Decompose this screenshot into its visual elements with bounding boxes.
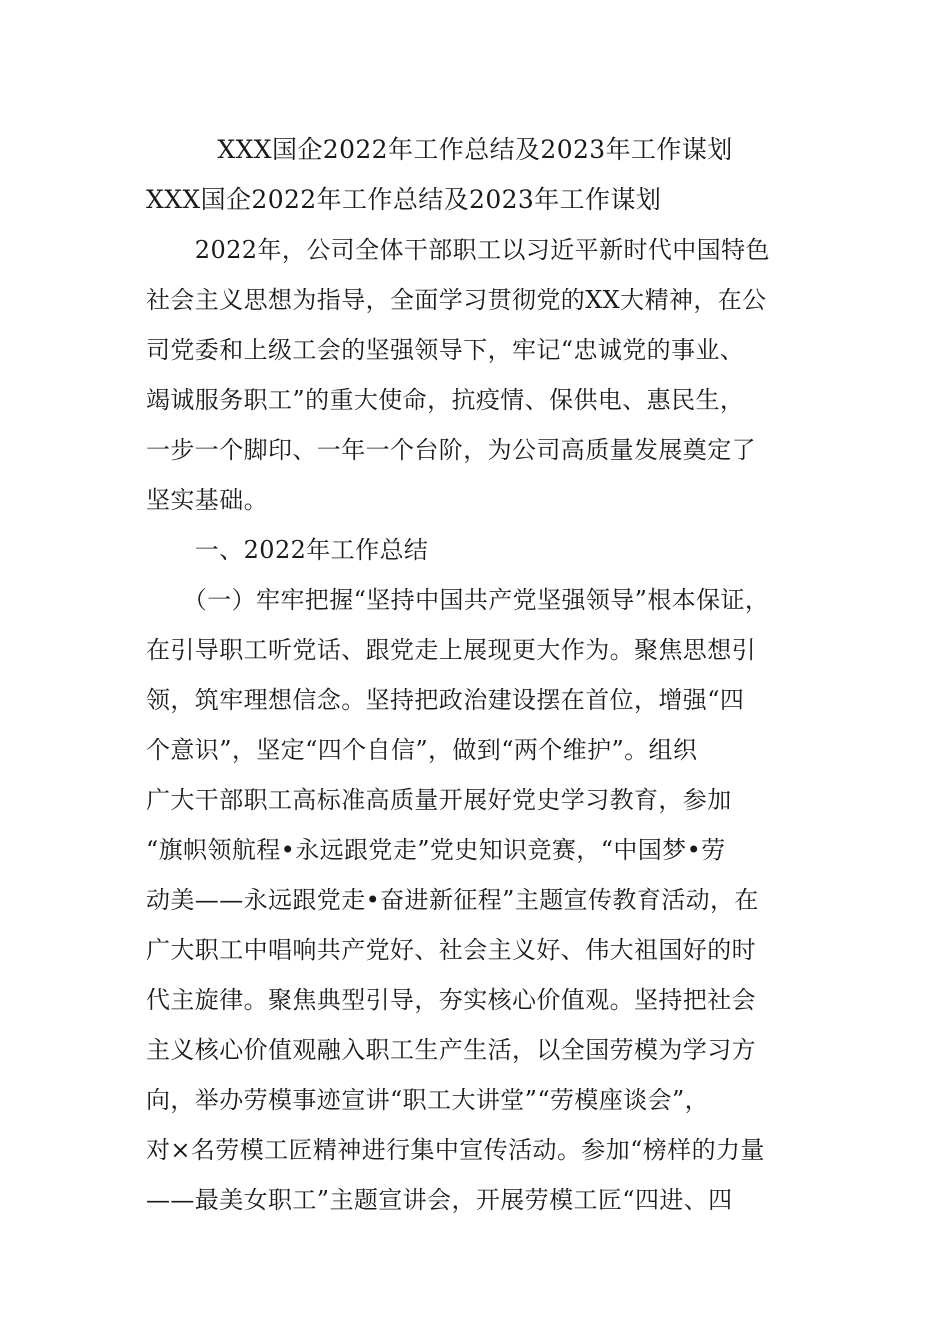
document-subtitle: XXX国企2022年工作总结及2023年工作谋划 [146, 185, 662, 214]
body-line: 一步一个脚印、一年一个台阶，为公司高质量发展奠定了 [146, 436, 756, 464]
body-line: 个意识”，坚定“四个自信”，做到“两个维护”。组织 [146, 736, 698, 764]
body-line: “旗帜领航程•永远跟党走”党史知识竞赛，“中国梦•劳 [146, 836, 726, 864]
body-line: 领，筑牢理想信念。坚持把政治建设摆在首位，增强“四 [146, 686, 745, 714]
body-line: 广大干部职工高标准高质量开展好党史学习教育，参加 [146, 786, 732, 814]
body-line: （一）牢牢把握“坚持中国共产党坚强领导”根本保证， [146, 586, 770, 614]
body-line: 在引导职工听党话、跟党走上展现更大作为。聚焦思想引 [146, 636, 756, 664]
body-line: 代主旋律。聚焦典型引导，夯实核心价值观。坚持把社会 [146, 986, 756, 1014]
body-line: 2022年，公司全体干部职工以习近平新时代中国特色 [146, 236, 770, 264]
body-line: 坚实基础。 [146, 486, 268, 514]
body-line: 社会主义思想为指导，全面学习贯彻党的XX大精神，在公 [146, 286, 767, 314]
body-line: 竭诚服务职工”的重大使命，抗疫情、保供电、惠民生， [146, 386, 745, 414]
body-line: 司党委和上级工会的坚强领导下，牢记“忠诚党的事业、 [146, 336, 745, 364]
body-line: 对×名劳模工匠精神进行集中宣传活动。参加“榜样的力量 [146, 1136, 765, 1164]
body-line: 广大职工中唱响共产党好、社会主义好、伟大祖国好的时 [146, 936, 756, 964]
body-line: 向，举办劳模事迹宣讲“职工大讲堂”“劳模座谈会”， [146, 1086, 710, 1114]
body-line: ——最美女职工”主题宣讲会，开展劳模工匠“四进、四 [146, 1186, 733, 1214]
section-heading: 一、2022年工作总结 [146, 536, 429, 564]
body-line: 动美——永远跟党走•奋进新征程”主题宣传教育活动，在 [146, 886, 759, 914]
body-line: 主义核心价值观融入职工生产生活，以全国劳模为学习方 [146, 1036, 756, 1064]
document-title: XXX国企2022年工作总结及2023年工作谋划 [217, 135, 733, 164]
